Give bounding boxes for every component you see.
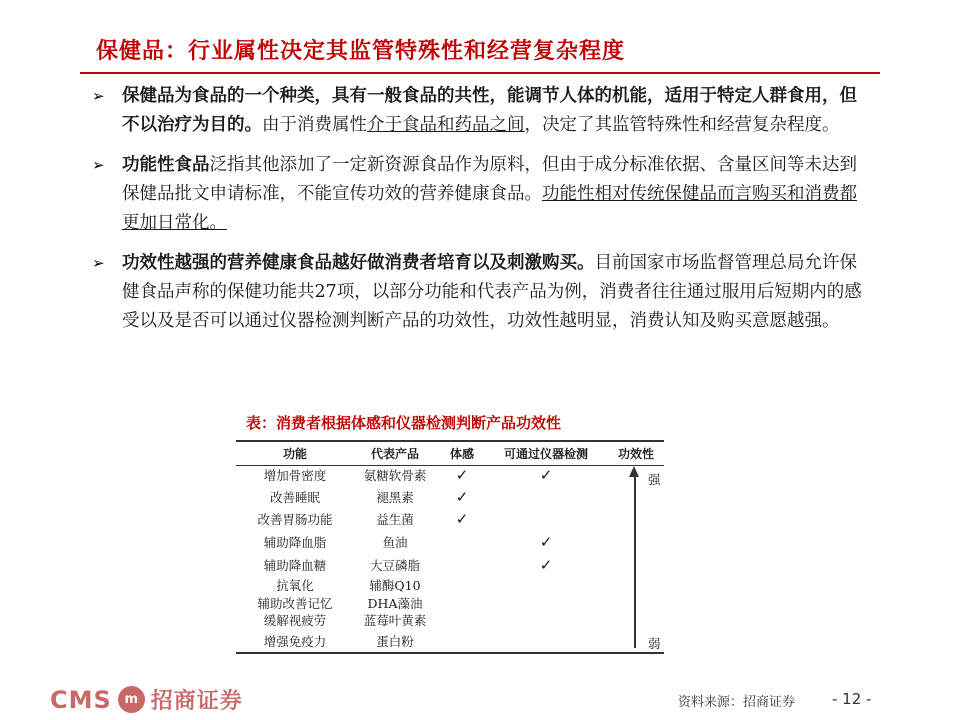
source-note: 资料来源：招商证券 [678, 695, 796, 710]
table-cell-product: DHA藻油 [367, 596, 423, 611]
check-icon: ✓ [539, 533, 553, 551]
bullet-text: 泛指其他添加了一定新资源食品作为原料，但由于成分标准依据、含量区间等未达到保健品批文申请标准，不能宣传功效的营养健康食品。 [122, 155, 857, 204]
check-icon: ✓ [539, 556, 553, 574]
efficacy-weak-label: 弱 [648, 636, 661, 651]
company-name: 招商证券 [150, 689, 243, 714]
table-header-instrument: 可通过仪器检测 [503, 447, 588, 461]
table-cell-function: 缓解视疲劳 [263, 613, 327, 628]
bullet-text-underlined: 功能性相对传统保健品而言购买和消费都更加日常化。 [122, 184, 857, 233]
logo-mark-icon: m [118, 686, 145, 713]
table-header-body-feel: 体感 [449, 447, 474, 461]
table-cell-product: 益生菌 [376, 512, 414, 527]
table-cell-function: 改善睡眠 [269, 490, 320, 505]
bullet-list [86, 82, 866, 347]
bullet-text-underlined: 介于食品和药品之间 [367, 115, 525, 135]
page-number: - 12 - [832, 690, 872, 708]
check-icon: ✓ [539, 466, 553, 484]
arrow-bullet-icon: ➢ [92, 254, 105, 272]
table-cell-function: 增强免疫力 [263, 634, 327, 649]
logo-text: CMS [50, 685, 112, 714]
table-cell-function: 改善胃肠功能 [257, 512, 333, 527]
table-cell-product: 褪黑素 [376, 490, 414, 505]
table-cell-function: 抗氧化 [276, 578, 314, 593]
check-icon: ✓ [455, 488, 469, 506]
bullet-item [86, 151, 866, 238]
bullet-text-bold: 功效性越强的营养健康食品越好做消费者培育以及刺激购买。 [122, 253, 595, 273]
table-cell-product: 蛋白粉 [376, 634, 414, 649]
title-divider [80, 72, 880, 74]
bullet-item [86, 82, 866, 140]
table-header-product: 代表产品 [370, 447, 419, 461]
bullet-text: ，决定了其监管特殊性和经营复杂程度。 [524, 115, 840, 135]
check-icon: ✓ [455, 510, 469, 528]
table-cell-function: 辅助改善记忆 [257, 596, 333, 611]
bullet-text-bold: 保健品为食品的一个种类，具有一般食品的共性，能调节人体的机能，适用于特定人群食用，但不以治疗为目的。 [122, 86, 857, 135]
company-logo [50, 684, 243, 715]
bullet-text: 由于消费属性 [262, 115, 367, 135]
table-bottom-rule [236, 652, 664, 654]
check-icon: ✓ [455, 466, 469, 484]
efficacy-arrow-shaft [634, 476, 636, 648]
table-header-efficacy: 功效性 [617, 447, 654, 461]
table-cell-function: 辅助降血糖 [263, 558, 327, 573]
table-title: 表：消费者根据体感和仪器检测判断产品功效性 [246, 414, 562, 432]
arrow-bullet-icon: ➢ [92, 156, 105, 174]
page-title: 保健品：行业属性决定其监管特殊性和经营复杂程度 [96, 39, 626, 64]
efficacy-strong-label: 强 [648, 472, 661, 487]
table-cell-product: 辅酶Q10 [369, 578, 421, 593]
table-cell-function: 增加骨密度 [263, 468, 327, 483]
table-top-rule [236, 440, 664, 442]
table-cell-product: 大豆磷脂 [369, 558, 420, 573]
table-cell-product: 鱼油 [382, 535, 408, 550]
table-cell-product: 蓝莓叶黄素 [363, 613, 427, 628]
bullet-item [86, 249, 866, 336]
bullet-text-bold: 功能性食品 [122, 155, 210, 175]
table-header-rule [236, 465, 664, 466]
arrow-bullet-icon: ➢ [92, 87, 105, 105]
table-header-function: 功能 [282, 447, 307, 461]
table-cell-product: 氨糖软骨素 [363, 468, 427, 483]
table-cell-function: 辅助降血脂 [263, 535, 327, 550]
bullet-text: 目前国家市场监督管理总局允许保健食品声称的保健功能共27项，以部分功能和代表产品为例，消费者往往通过服用后短期内的感受以及是否可以通过仪器检测判断产品的功效性，功效性越明显，消费认知及购买意愿越强。 [122, 253, 862, 331]
